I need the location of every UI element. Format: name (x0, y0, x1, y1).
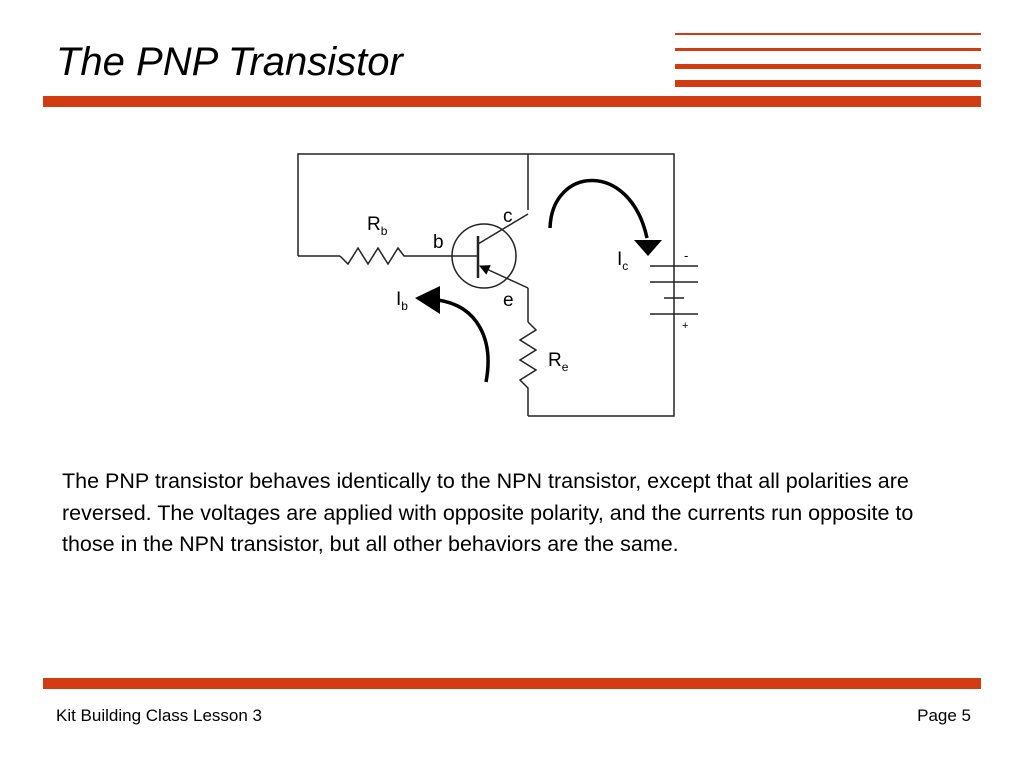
ic-current-arrow (550, 180, 662, 256)
body-paragraph: The PNP transistor behaves identically to the NPN transistor, except that all polarities are reversed. The voltages are applied with opposite polarity, and the currents run opposite to those in the NPN transistor, but all other behaviors are the same. (62, 469, 914, 556)
re-resistor (520, 322, 536, 392)
footer-lesson: Kit Building Class Lesson 3 (56, 706, 263, 725)
ib-current-arrow (415, 286, 488, 382)
label-base: b (433, 232, 444, 253)
label-emitter: e (503, 290, 514, 311)
footer-page-number: Page 5 (917, 706, 971, 725)
label-collector: c (503, 206, 513, 227)
slide-title: The PNP Transistor (56, 40, 403, 84)
label-battery-plus: + (682, 320, 689, 332)
label-ib: $I_b$ (396, 289, 408, 313)
label-ic: $I_c$ (617, 249, 629, 273)
label-rb: $R_b$ (367, 214, 388, 238)
label-re: $R_e$ (548, 350, 569, 374)
footer-bar (43, 678, 981, 689)
pnp-transistor (450, 214, 528, 288)
rb-resistor (340, 248, 408, 264)
label-battery-minus: - (684, 248, 689, 263)
